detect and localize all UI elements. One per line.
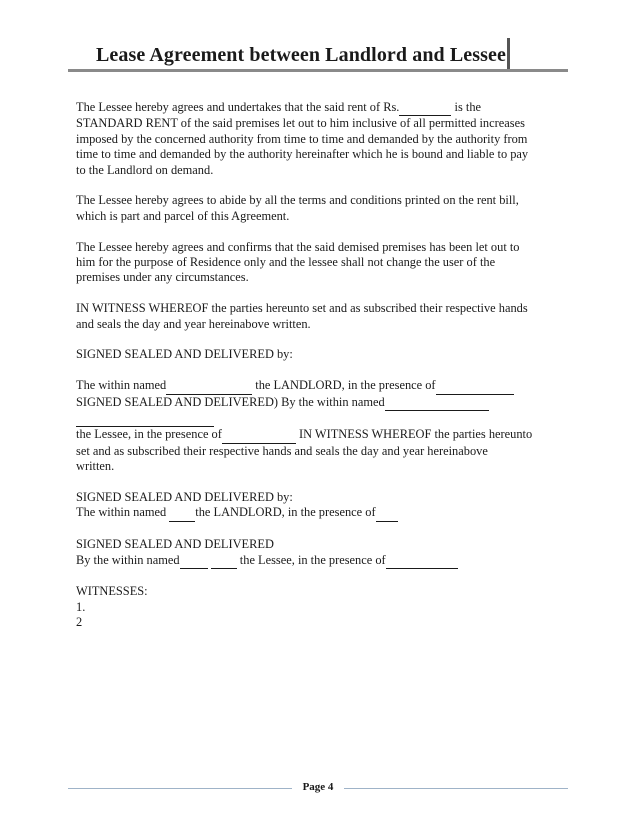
text-witnesses-label: WITNESSES: (76, 584, 148, 599)
text-signed-1: SIGNED SEALED AND DELIVERED by: (76, 347, 293, 362)
text-witness-1: IN WITNESS WHEREOF the parties hereunto set and as subscribed their respective hands (76, 301, 528, 316)
paragraph-signed-landlord (76, 490, 551, 522)
blank-lessee-presence (222, 427, 296, 443)
text-rent-2: STANDARD RENT of the said premises let out to him inclusive of all permitted increases (76, 116, 525, 131)
blank-lessee-short-presence (386, 553, 458, 569)
footer-rule-right (344, 788, 568, 789)
text-within-4b: IN WITNESS WHEREOF the parties hereunto (295, 427, 533, 442)
blank-landlord-presence (436, 378, 514, 394)
text-rent-1a: The Lessee hereby agrees and undertakes that the said rent of Rs. (76, 100, 400, 114)
text-signed-3: SIGNED SEALED AND DELIVERED (76, 537, 274, 552)
blank-landlord-name (166, 378, 252, 394)
blank-lessee-short-2 (211, 553, 237, 569)
text-purpose-3: premises under any circumstances. (76, 270, 249, 285)
text-within-1b: the LANDLORD, in the presence of (252, 378, 436, 393)
text-within-4a: the Lessee, in the presence of (76, 427, 222, 442)
text-rent-4: time to time and demanded by the authority hereinafter which he is bound and liable to pay (76, 147, 529, 162)
text-within-5: set and as subscribed their respective hands and seals the day and year hereinabove (76, 443, 488, 458)
text-purpose-1: The Lessee hereby agrees and confirms that the said demised premises has been let out to (76, 239, 520, 254)
blank-lessee-name (385, 395, 489, 411)
paragraph-signed-1 (76, 347, 551, 362)
page-number: Page 4 (302, 781, 334, 793)
text-abide-1: The Lessee hereby agrees to abide by all the terms and conditions printed on the rent bill, (76, 193, 519, 208)
text-landlord-b: the LANDLORD, in the presence of (195, 505, 376, 520)
text-rent-3: imposed by the concerned authority from time to time and demanded by the authority from (76, 131, 528, 146)
text-landlord-a: The within named (76, 505, 170, 520)
text-within-2a: SIGNED SEALED AND DELIVERED) By the within named (76, 394, 385, 409)
witnesses-list (76, 584, 551, 630)
paragraph-within-named (76, 378, 551, 474)
text-lessee-a: By the within named (76, 552, 180, 567)
header-accent-bar (507, 38, 510, 72)
page-footer (68, 781, 568, 795)
text-abide-2: which is part and parcel of this Agreement. (76, 208, 290, 223)
text-witness-2: and seals the day and year hereinabove written. (76, 316, 311, 331)
paragraph-in-witness (76, 301, 551, 332)
paragraph-abide-terms (76, 193, 551, 224)
blank-rent-amount (399, 100, 451, 116)
text-within-1a: The within named (76, 378, 167, 393)
page-header (68, 38, 568, 72)
text-rent-1b: is the (451, 100, 482, 114)
document-title: Lease Agreement between Landlord and Lessee (95, 44, 506, 66)
blank-lessee-name-cont (76, 411, 214, 427)
text-lessee-b: the Lessee, in the presence of (236, 552, 386, 567)
footer-rule-left (68, 788, 292, 789)
text-signed-2: SIGNED SEALED AND DELIVERED by: (76, 490, 293, 505)
blank-landlord-short-presence (376, 505, 398, 521)
text-rent-5: to the Landlord on demand. (76, 162, 214, 177)
paragraph-signed-lessee (76, 537, 551, 569)
text-witness-no-2: 2 (76, 615, 83, 630)
document-body (76, 100, 551, 646)
blank-landlord-short (169, 505, 195, 521)
paragraph-purpose-residence (76, 240, 551, 286)
header-rule (68, 69, 568, 72)
paragraph-standard-rent (76, 100, 551, 178)
text-within-6: written. (76, 459, 115, 474)
text-purpose-2: him for the purpose of Residence only and the lessee shall not change the user of the (76, 255, 496, 270)
blank-lessee-short-1 (180, 553, 208, 569)
text-witness-no-1: 1. (76, 599, 86, 614)
